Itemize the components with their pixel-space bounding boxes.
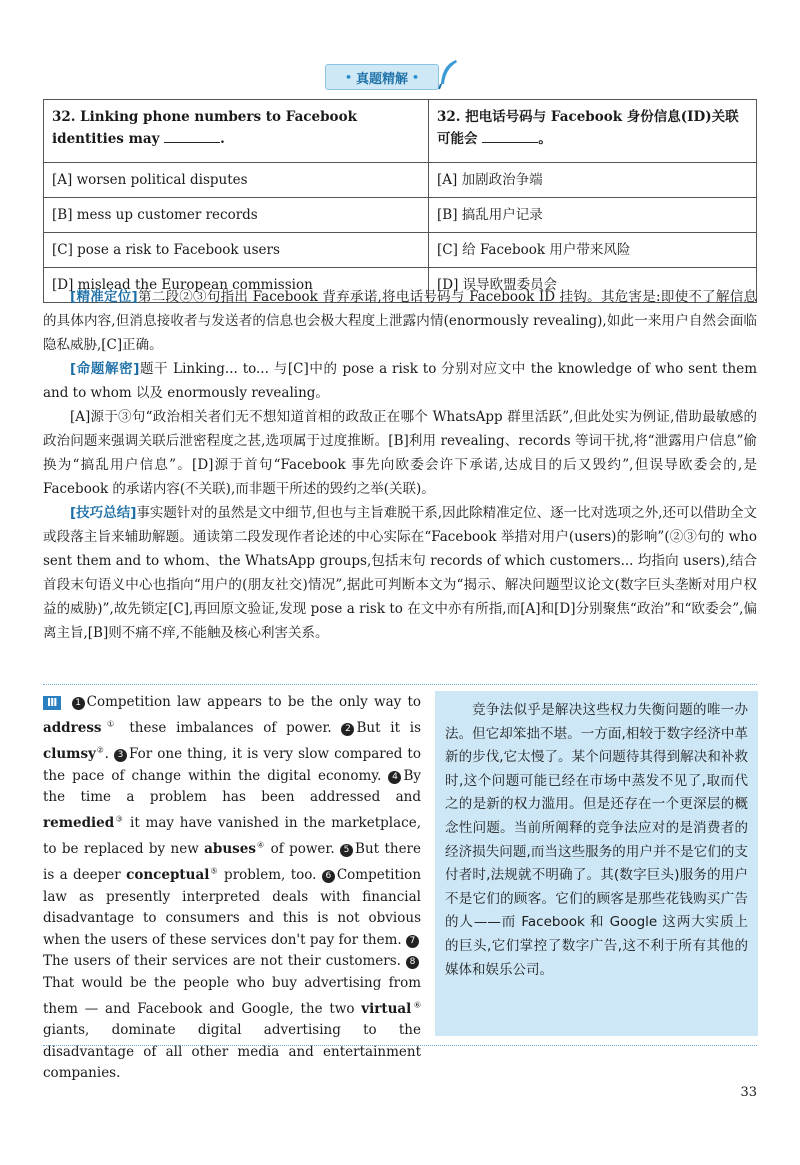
- option-d-en: [D] mislead the European commission: [44, 268, 429, 303]
- analysis-decode: [命题解密]题干 Linking... to... 与[C]中的 pose a risk to 分别对应文中 the knowledge of who sent them and to whom 以及 enormously revealing。: [43, 361, 757, 401]
- vocab-footnote-marker: ①: [101, 719, 120, 729]
- sentence-number: 7: [406, 935, 419, 948]
- sentence-text: That would be the people who buy advertising from them — and Facebook and Google, the two: [43, 974, 421, 1017]
- sentence-text: Competition law appears to be the only way to: [86, 694, 422, 710]
- option-c-zh: [C] 给 Facebook 用户带来风险: [429, 233, 757, 268]
- translation-box: [435, 691, 758, 1036]
- sentence-text: of power.: [265, 841, 341, 857]
- sentence-text: giants, dominate digital advertising to the disadvantage of all other media and entertainment companies.: [43, 1022, 421, 1081]
- divider-bottom: [43, 1045, 757, 1046]
- vocab-footnote-marker: ⑥: [411, 1000, 422, 1009]
- sentence-text: Competition law as presently interpreted deals with financial disadvantage to consumers and this is not obvious when the users of these services don't pay for them.: [43, 867, 422, 948]
- option-a-en: [A] worsen political disputes: [44, 163, 429, 198]
- option-b-zh: [B] 搞乱用户记录: [429, 198, 757, 233]
- sentence-text: The users of their services are not their customers.: [43, 953, 406, 969]
- sentence-number: 2: [341, 723, 354, 736]
- sentence-8: [43, 953, 421, 1081]
- banner-title: 真题精解: [355, 71, 408, 87]
- passage-paragraph: [43, 692, 421, 1085]
- analysis-locate: [精准定位]第二段②③句指出 Facebook 背弃承诺,将电话号码与 Facebook ID 挂钩。其危害是:即使不了解信息的具体内容,但消息接收者与发送者的信息也会极大程度上泄露内情(enormously revealing),如此一来用户自然会面临隐私威胁,[C]正确。: [43, 289, 757, 353]
- vocab-keyword: conceptual: [126, 867, 210, 883]
- vocab-keyword: address: [43, 720, 102, 736]
- page-number: 33: [740, 1085, 757, 1100]
- sentence-text: But there is a deeper: [43, 841, 421, 883]
- sentence-text: .: [104, 746, 114, 762]
- vocab-keyword: remedied: [43, 815, 115, 831]
- analysis-tips: [技巧总结]事实题针对的虽然是文中细节,但也与主旨难脱干系,因此除精准定位、逐一比对选项之外,还可以借助全文或段落主旨来辅助解题。通读第二段发现作者论述的中心实际在“Facebook 举措对用户(users)的影响”(②③句的 who sent them and to whom、the WhatsApp groups,包括末句 records of which customers... 均指向 users),结合首段末句语义中心也指向“用户的(朋友社交)情况”,据此可判断本文为“揭示、解决问题型议论文(数字巨头垄断对用户权益的威胁)”,故先锁定[C],再回原文验证,发现 pose a risk to 在文中亦有所指,而[A]和[D]分别聚焦“政治”和“欧委会”,偏离主旨,[B]则不痛不痒,不能触及核心利害关系。: [43, 505, 758, 641]
- answer-blank: [164, 128, 220, 143]
- sentence-number: 5: [340, 844, 353, 857]
- sentence-number: 4: [388, 771, 401, 784]
- vocab-footnote-marker: ③: [114, 814, 125, 824]
- option-c-en: [C] pose a risk to Facebook users: [44, 233, 429, 268]
- vocab-keyword: clumsy: [43, 746, 96, 762]
- tag-locate: [精准定位]: [70, 289, 138, 305]
- sentence-number: 8: [406, 956, 419, 969]
- sentence-text: these imbalances of power.: [119, 720, 342, 736]
- banner-dot-left: •: [344, 70, 352, 84]
- sentence-text: But it is: [356, 720, 421, 736]
- sentence-number: 1: [72, 697, 85, 710]
- option-a-zh: [A] 加剧政治争端: [429, 163, 757, 198]
- section-banner: [325, 64, 439, 90]
- analysis-distractors: [A]源于③句“政治相关者们无不想知道首相的政敌正在哪个 WhatsApp 群里活跃”,但此处实为例证,借助最敏感的政治问题来强调关联后泄密程度之甚,选项属于过度推断。[B]利用 revealing、records 等词干扰,将“泄露用户信息”偷换为“搞乱用户信息”。[D]源于首句“Facebook 事先向欧委会许下承诺,达成目的后又毁约”,但误导欧委会的,是 Facebook 的承诺内容(不关联),而非题干所述的毁约之举(关联)。: [43, 409, 757, 497]
- question-stem-zh: 32. 把电话号码与 Facebook 身份信息(ID)关联可能会 。: [429, 100, 757, 163]
- answer-blank-zh: [482, 128, 538, 143]
- sentence-text: it may have vanished in the marketplace, to be replaced by new: [43, 815, 421, 857]
- question-table: [43, 99, 757, 303]
- paragraph-marker: Ⅲ: [43, 696, 61, 710]
- option-b-en: [B] mess up customer records: [44, 198, 429, 233]
- analysis-section: [43, 285, 757, 645]
- vocab-footnote-marker: ④: [255, 840, 266, 850]
- banner-dot-right: •: [412, 70, 420, 84]
- sentence-number: 6: [322, 870, 335, 883]
- sentence-text: By the time a problem has been addressed and: [43, 767, 421, 805]
- tag-tips: [技巧总结]: [70, 505, 137, 521]
- sentence-number: 3: [114, 749, 127, 762]
- divider-top: [43, 684, 757, 685]
- vocab-keyword: virtual: [361, 1000, 412, 1017]
- tag-decode: [命题解密]: [70, 361, 140, 377]
- sentence-text: problem, too.: [218, 867, 322, 883]
- vocab-footnote-marker: ⑤: [209, 866, 219, 876]
- question-stem-en: 32. Linking phone numbers to Facebook identities may .: [44, 100, 429, 163]
- vocab-keyword: abuses: [204, 841, 256, 857]
- option-d-zh: [D] 误导欧盟委员会: [429, 268, 757, 303]
- vocab-footnote-marker: ②: [95, 745, 105, 755]
- translation-text: 竞争法似乎是解决这些权力失衡问题的唯一办法。但它却笨拙不堪。一方面,相较于数字经济中革新的步伐,它太慢了。某个问题待其得到解决和补救时,这个问题可能已经在市场中蒸发不见了,取而代之的是新的权力滥用。但是还存在一个更深层的概念性问题。当前所阐释的竞争法应对的是消费者的经济损失问题,而当这些服务的用户并不是它们的支付者时,法规就不明确了。其(数字巨头)服务的用户不是它们的顾客。它们的顾客是那些花钱购买广告的人——而 Facebook 和 Google 这两大实质上的巨头,它们掌控了数字广告,这不利于所有其他的媒体和娱乐公司。: [445, 702, 748, 978]
- sentence-text: For one thing, it is very slow compared to the pace of change within the digital economy.: [43, 746, 421, 784]
- quill-icon: [436, 58, 460, 90]
